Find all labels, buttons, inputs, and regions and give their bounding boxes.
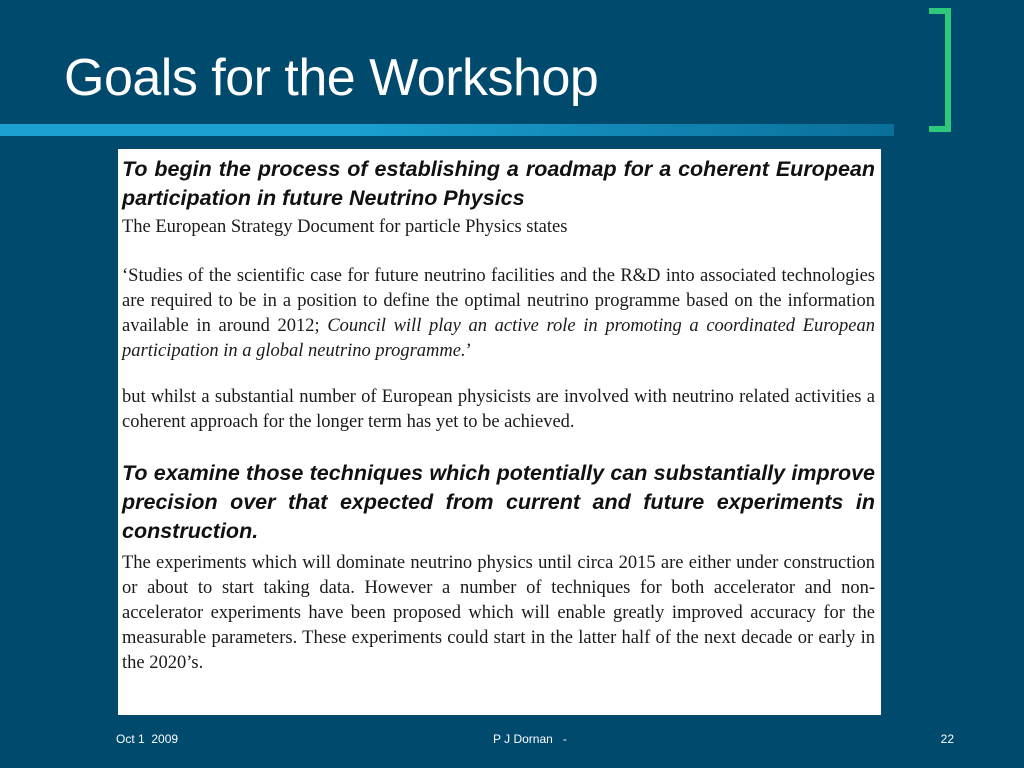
strategy-intro: The European Strategy Document for particle Physics states (122, 217, 568, 237)
title-underline (0, 124, 894, 136)
goal-heading-roadmap: To begin the process of establishing a roadmap for a coherent European participation in future Neutrino Physics (122, 157, 875, 210)
bracket-decoration-icon (928, 6, 954, 134)
slide-title: Goals for the Workshop (64, 49, 599, 107)
page-number: 22 (940, 732, 954, 746)
footer-author: P J Dornan - (493, 732, 567, 746)
document-excerpt (118, 149, 881, 715)
footer-date: Oct 1 2009 (116, 732, 179, 746)
quote-close-mark: ’ (465, 341, 472, 361)
quote-text: ‘Studies of the scientific case for future neutrino facilities and the R&D into associated technologies are required to be in a position to define the optimal neutrino programme based on the information available in around 2012; (122, 266, 875, 336)
goal-heading-techniques: To examine those techniques which potentially can substantially improve precision over that expected from current and future experiments in construction. (122, 461, 875, 543)
strategy-quote (122, 264, 875, 364)
experiments-paragraph: The experiments which will dominate neutrino physics until circa 2015 are either under construction or about to start taking data. However a number of techniques for both accelerator and non-accelerator experiments have been proposed which will enable greatly improved accuracy for the measurable parameters. These experiments could start in the latter half of the next decade or early in the 2020’s. (122, 553, 875, 673)
coherence-paragraph: but whilst a substantial number of European physicists are involved with neutrino related activities a coherent approach for the longer term has yet to be achieved. (122, 387, 875, 432)
quote-italic-text: Council will play an active role in promoting a coordinated European participation in a global neutrino programme. (122, 316, 875, 361)
